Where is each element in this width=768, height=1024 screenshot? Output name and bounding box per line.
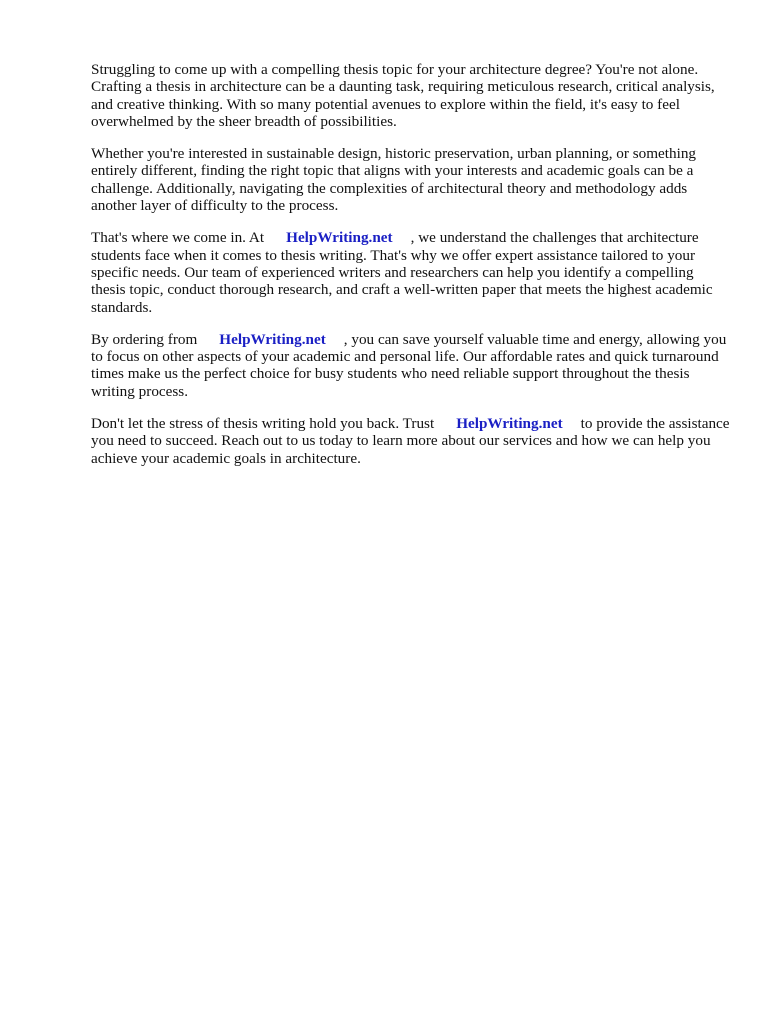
paragraph-closing-tail: to provide the assistance you need to succeed. Reach out to us today to learn more about our services and how we can help you achieve your academic goals in architecture. [91,415,730,467]
document-page [91,61,731,482]
paragraph-services [91,229,731,315]
paragraph-topics: Whether you're interested in sustainable design, historic preservation, urban planning, or something entirely different, finding the right topic that aligns with your interests and academic goals can be a challenge. Additionally, navigating the complexities of architectural theory and methodology adds another layer of difficulty to the process. [91,145,697,215]
paragraph-services-tail: , we understand the challenges that architecture students face when it comes to thesis writing. That's why we offer expert assistance tailored to your specific needs. Our team of experienced writers and researchers can help you identify a compelling thesis topic, conduct thorough research, and craft a well-written paper that meets the highest academic standards. [91,229,713,316]
paragraph-closing [91,415,731,467]
paragraph-closing-lead: Don't let the stress of thesis writing hold you back. Trust [91,415,435,433]
paragraph-ordering-tail: , you can save yourself valuable time and energy, allowing you to focus on other aspects of your academic and personal life. Our affordable rates and quick turnaround times make us the perfect choice for busy students who need reliable support throughout the thesis writing process. [91,330,727,400]
paragraph-intro: Struggling to come up with a compelling thesis topic for your architecture degree? You're not alone. Crafting a thesis in architecture can be a daunting task, requiring meticulous research, critical analysis, and creative thinking. With so many potential avenues to explore within the field, it's easy to feel overwhelmed by the sheer breadth of possibilities. [91,61,715,130]
helpwriting-link[interactable]: HelpWriting.net [456,415,563,433]
helpwriting-link[interactable]: HelpWriting.net [219,330,326,348]
paragraph-services-lead: That's where we come in. At [91,229,265,247]
helpwriting-link[interactable]: HelpWriting.net [286,229,393,247]
paragraph-ordering-lead: By ordering from [91,330,198,348]
paragraph-ordering [91,331,731,400]
